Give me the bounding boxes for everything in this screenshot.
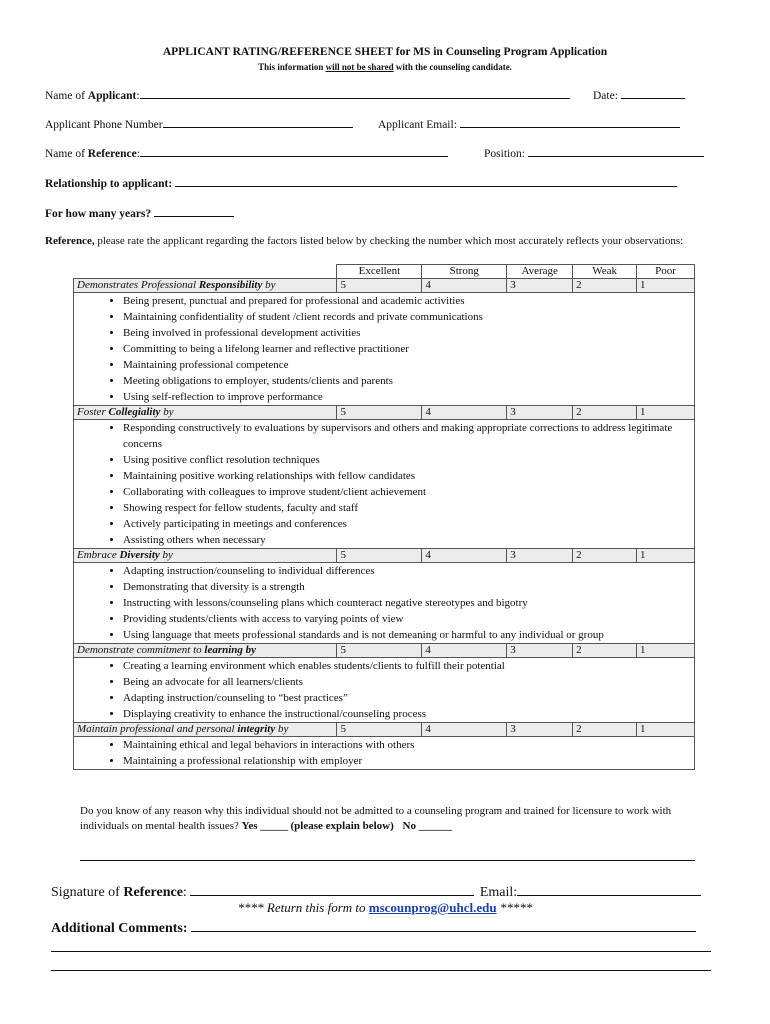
admission-question bbox=[80, 804, 710, 834]
category-items-row bbox=[74, 563, 695, 644]
instructions-text: please rate the applicant regarding the factors listed below by checking the number which most accurately reflects your observations: bbox=[94, 235, 684, 247]
years-field[interactable] bbox=[154, 206, 234, 217]
category-item-list bbox=[77, 293, 691, 405]
category-item: • Using positive conflict resolution techniques bbox=[123, 452, 691, 468]
additional-comments-row bbox=[51, 918, 696, 937]
phone-row bbox=[45, 117, 353, 131]
rating-cell-2[interactable]: 2 bbox=[573, 279, 637, 293]
category-item: • Being involved in professional development activities bbox=[123, 325, 691, 341]
category-header-row bbox=[74, 549, 695, 563]
phone-label: Applicant Phone Number bbox=[45, 119, 163, 131]
category-item: • Instructing with lessons/counseling plans which counteract negative stereotypes and bigotry bbox=[123, 595, 691, 611]
category-name-text: Maintain professional and personal bbox=[77, 723, 238, 735]
rating-cell-5[interactable]: 5 bbox=[337, 549, 422, 563]
category-header-row bbox=[74, 644, 695, 658]
category-item: • Collaborating with colleagues to improve student/client achievement bbox=[123, 484, 691, 500]
rating-cell-2[interactable]: 2 bbox=[573, 644, 637, 658]
subtitle-emphasis: will not be shared bbox=[325, 62, 394, 72]
signature-label: Signature of bbox=[51, 885, 124, 900]
explanation-line[interactable] bbox=[80, 860, 695, 861]
category-header-row bbox=[74, 723, 695, 737]
rating-cell-3[interactable]: 3 bbox=[507, 406, 573, 420]
category-items-cell bbox=[74, 563, 695, 644]
category-item: • Using self-reflection to improve performance bbox=[123, 389, 691, 405]
category-name-bold: Diversity bbox=[119, 549, 160, 561]
category-item: • Meeting obligations to employer, students/clients and parents bbox=[123, 373, 691, 389]
category-item: • Providing students/clients with access to varying points of view bbox=[123, 611, 691, 627]
category-item: • Assisting others when necessary bbox=[123, 532, 691, 548]
category-items-row bbox=[74, 420, 695, 549]
category-item: • Showing respect for fellow students, faculty and staff bbox=[123, 500, 691, 516]
rating-cell-3[interactable]: 3 bbox=[507, 549, 573, 563]
years-label: For how many years? bbox=[45, 208, 152, 220]
years-row bbox=[45, 206, 234, 220]
category-name bbox=[74, 549, 337, 563]
category-item: • Maintaining a professional relationship with employer bbox=[123, 753, 691, 769]
relationship-field[interactable] bbox=[175, 176, 677, 187]
phone-field[interactable] bbox=[163, 117, 353, 128]
additional-comments-field[interactable] bbox=[191, 918, 696, 932]
category-items-cell bbox=[74, 420, 695, 549]
comments-line[interactable] bbox=[51, 970, 711, 971]
instructions-bold: Reference, bbox=[45, 235, 95, 247]
category-name bbox=[74, 406, 337, 420]
form-subtitle bbox=[0, 62, 770, 72]
category-name-text: Demonstrate commitment to bbox=[77, 644, 205, 656]
reference-email-label: Email: bbox=[479, 885, 518, 900]
ratings-header-blank bbox=[74, 265, 337, 279]
category-item: • Adapting instruction/counseling to individual differences bbox=[123, 563, 691, 579]
rating-cell-4[interactable]: 4 bbox=[422, 644, 507, 658]
category-item: • Committing to being a lifelong learner and reflective practitioner bbox=[123, 341, 691, 357]
additional-comments-label: Additional Comments: bbox=[51, 921, 188, 936]
return-text-pre: **** Return this form to bbox=[237, 900, 369, 915]
rating-cell-5[interactable]: 5 bbox=[337, 279, 422, 293]
applicant-name-row: Name of Applicant: bbox=[45, 88, 570, 102]
reference-email-field[interactable] bbox=[517, 882, 701, 896]
rating-cell-5[interactable]: 5 bbox=[337, 644, 422, 658]
question-no-option[interactable]: No ______ bbox=[402, 820, 452, 832]
category-name-bold: Responsibility bbox=[198, 279, 263, 291]
category-item: • Actively participating in meetings and conferences bbox=[123, 516, 691, 532]
ratings-header-row bbox=[74, 265, 695, 279]
return-text-post: ***** bbox=[496, 900, 533, 915]
category-header-row bbox=[74, 406, 695, 420]
category-items-cell bbox=[74, 293, 695, 406]
rating-header: Strong bbox=[422, 265, 507, 279]
rating-header: Average bbox=[507, 265, 573, 279]
rating-cell-3[interactable]: 3 bbox=[507, 644, 573, 658]
category-item: • Maintaining confidentiality of student /client records and private communications bbox=[123, 309, 691, 325]
rating-cell-1[interactable]: 1 bbox=[637, 549, 695, 563]
rating-cell-4[interactable]: 4 bbox=[422, 279, 507, 293]
rating-cell-1[interactable]: 1 bbox=[637, 644, 695, 658]
category-name bbox=[74, 723, 337, 737]
category-item: • Being an advocate for all learners/clients bbox=[123, 674, 691, 690]
category-name-text: Foster bbox=[77, 406, 109, 418]
position-field[interactable] bbox=[528, 146, 704, 157]
applicant-label: Applicant bbox=[87, 90, 137, 102]
category-item: • Displaying creativity to enhance the instructional/counseling process bbox=[123, 706, 691, 722]
category-name-bold: integrity bbox=[237, 723, 276, 735]
category-item-list bbox=[77, 420, 691, 548]
rating-cell-1[interactable]: 1 bbox=[637, 406, 695, 420]
rating-header: Weak bbox=[573, 265, 637, 279]
category-item: • Using language that meets professional standards and is not demeaning or harmful to any individual or group bbox=[123, 627, 691, 643]
category-items-cell bbox=[74, 658, 695, 723]
question-text: Do you know of any reason why this individual should not be admitted to a counseling program and trained for licensure to work with individuals on mental health issues? bbox=[80, 805, 672, 832]
signature-row bbox=[51, 882, 701, 901]
category-items-row bbox=[74, 293, 695, 406]
category-name-suffix: by bbox=[262, 279, 276, 291]
category-name bbox=[74, 279, 337, 293]
name-of-label: Name of bbox=[45, 90, 88, 102]
rating-cell-3[interactable]: 3 bbox=[507, 279, 573, 293]
category-item-list bbox=[77, 737, 691, 769]
category-items-cell bbox=[74, 737, 695, 770]
form-title: APPLICANT RATING/REFERENCE SHEET for MS in Counseling Program Application bbox=[162, 46, 608, 58]
rating-header: Poor bbox=[637, 265, 695, 279]
comments-line[interactable] bbox=[51, 951, 711, 952]
category-name-suffix: by bbox=[160, 406, 174, 418]
applicant-email-label: Applicant Email: bbox=[378, 119, 457, 131]
category-item: • Responding constructively to evaluations by supervisors and others and making appropriate corrections to address legitimate concerns bbox=[123, 420, 691, 452]
return-instructions bbox=[0, 900, 770, 916]
reference-name-row: Name of Reference: bbox=[45, 146, 448, 160]
category-name-bold: learning by bbox=[204, 644, 257, 656]
reference-name-field[interactable] bbox=[140, 146, 448, 157]
category-item: • Being present, punctual and prepared for professional and academic activities bbox=[123, 293, 691, 309]
applicant-email-field[interactable] bbox=[460, 117, 680, 128]
relationship-row bbox=[45, 176, 677, 190]
category-item: • Maintaining positive working relationships with fellow candidates bbox=[123, 468, 691, 484]
category-item: • Demonstrating that diversity is a strength bbox=[123, 579, 691, 595]
relationship-label: Relationship to applicant: bbox=[45, 178, 173, 190]
return-email-link[interactable]: mscounprog@uhcl.edu bbox=[368, 900, 497, 915]
date-label: Date: bbox=[593, 90, 618, 102]
category-header-row bbox=[74, 279, 695, 293]
name-of-label: Name of bbox=[45, 148, 88, 160]
position-row bbox=[484, 146, 704, 160]
date-row bbox=[593, 88, 685, 102]
applicant-name-field[interactable] bbox=[140, 88, 570, 99]
category-name-text: Demonstrates Professional bbox=[77, 279, 199, 291]
signature-field[interactable] bbox=[190, 882, 474, 896]
subtitle-text-post: with the counseling candidate. bbox=[393, 62, 512, 72]
category-items-row bbox=[74, 737, 695, 770]
category-item: • Maintaining professional competence bbox=[123, 357, 691, 373]
ratings-table bbox=[73, 264, 695, 770]
category-item-list bbox=[77, 658, 691, 722]
category-name-bold: Collegiality bbox=[108, 406, 161, 418]
question-yes-option[interactable]: Yes _____ (please explain below) bbox=[241, 820, 394, 832]
rating-cell-2[interactable]: 2 bbox=[573, 723, 637, 737]
rating-cell-4[interactable]: 4 bbox=[422, 549, 507, 563]
signature-colon: : bbox=[182, 885, 187, 900]
rating-cell-4[interactable]: 4 bbox=[422, 723, 507, 737]
category-item: • Adapting instruction/counseling to “best practices” bbox=[123, 690, 691, 706]
rating-cell-3[interactable]: 3 bbox=[507, 723, 573, 737]
category-name-suffix: by bbox=[275, 723, 289, 735]
category-items-row bbox=[74, 658, 695, 723]
email-row bbox=[378, 117, 680, 131]
signature-reference-label: Reference bbox=[123, 885, 183, 900]
category-name-text: Embrace bbox=[77, 549, 120, 561]
category-item: • Creating a learning environment which enables students/clients to fulfill their potential bbox=[123, 658, 691, 674]
rating-header: Excellent bbox=[337, 265, 422, 279]
category-name-suffix: by bbox=[159, 549, 173, 561]
rating-cell-1[interactable]: 1 bbox=[637, 279, 695, 293]
rating-instructions bbox=[45, 234, 715, 249]
category-item-list bbox=[77, 563, 691, 643]
rating-cell-5[interactable]: 5 bbox=[337, 723, 422, 737]
reference-label: Reference bbox=[87, 148, 137, 160]
rating-cell-1[interactable]: 1 bbox=[637, 723, 695, 737]
position-label: Position: bbox=[484, 148, 525, 160]
category-name bbox=[74, 644, 337, 658]
rating-cell-5[interactable]: 5 bbox=[337, 406, 422, 420]
rating-cell-2[interactable]: 2 bbox=[573, 549, 637, 563]
date-field[interactable] bbox=[621, 88, 685, 99]
rating-cell-2[interactable]: 2 bbox=[573, 406, 637, 420]
rating-cell-4[interactable]: 4 bbox=[422, 406, 507, 420]
category-item: • Maintaining ethical and legal behaviors in interactions with others bbox=[123, 737, 691, 753]
subtitle-text-pre: This information bbox=[258, 62, 326, 72]
